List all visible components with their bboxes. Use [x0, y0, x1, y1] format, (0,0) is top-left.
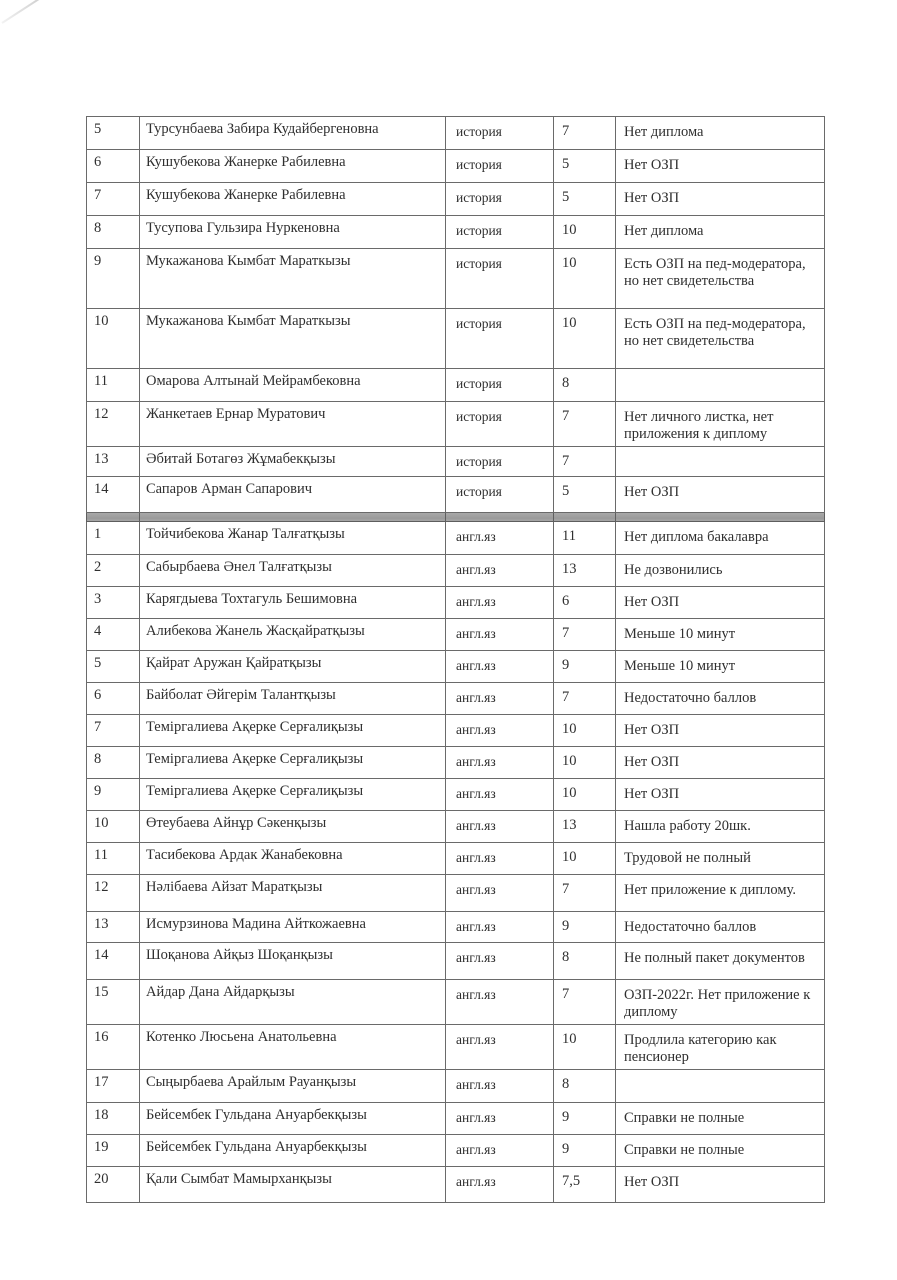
- note-cell: Нет ОЗП: [616, 715, 825, 747]
- row-number-cell: 6: [87, 683, 140, 715]
- score-cell: 7,5: [554, 1167, 616, 1203]
- person-name-cell: Айдар Дана Айдарқызы: [140, 980, 446, 1025]
- score-cell: 10: [554, 715, 616, 747]
- score-cell: 10: [554, 1025, 616, 1070]
- score-cell: 7: [554, 875, 616, 912]
- row-number-cell: 7: [87, 715, 140, 747]
- row-number-cell: 19: [87, 1135, 140, 1167]
- history-section: [87, 117, 825, 513]
- row-number-cell: 12: [87, 875, 140, 912]
- row-number-cell: 14: [87, 477, 140, 513]
- subject-cell: англ.яз: [446, 980, 554, 1025]
- table-row: [87, 1103, 825, 1135]
- person-name-cell: Мукажанова Кымбат Мараткызы: [140, 249, 446, 309]
- score-cell: 8: [554, 943, 616, 980]
- note-cell: [616, 369, 825, 402]
- score-cell: 9: [554, 1103, 616, 1135]
- table-row: [87, 811, 825, 843]
- note-cell: Нет ОЗП: [616, 779, 825, 811]
- person-name-cell: Нәлібаева Айзат Маратқызы: [140, 875, 446, 912]
- note-cell: Есть ОЗП на пед-модератора, но нет свидетельства: [616, 249, 825, 309]
- table-row: [87, 1167, 825, 1203]
- person-name-cell: Теміргалиева Ақерке Серғалиқызы: [140, 779, 446, 811]
- subject-cell: англ.яз: [446, 555, 554, 587]
- table-row: [87, 150, 825, 183]
- table-row: [87, 943, 825, 980]
- table-row: [87, 715, 825, 747]
- subject-cell: англ.яз: [446, 1103, 554, 1135]
- row-number-cell: 9: [87, 249, 140, 309]
- table-row: [87, 980, 825, 1025]
- person-name-cell: Кушубекова Жанерке Рабилевна: [140, 150, 446, 183]
- row-number-cell: 13: [87, 447, 140, 477]
- person-name-cell: Турсунбаева Забира Кудайбергеновна: [140, 117, 446, 150]
- table-row: [87, 309, 825, 369]
- person-name-cell: Мукажанова Кымбат Мараткызы: [140, 309, 446, 369]
- row-number-cell: 11: [87, 369, 140, 402]
- row-number-cell: 13: [87, 912, 140, 943]
- score-cell: 10: [554, 843, 616, 875]
- note-cell: Недостаточно баллов: [616, 683, 825, 715]
- person-name-cell: Исмурзинова Мадина Айткожаевна: [140, 912, 446, 943]
- row-number-cell: 18: [87, 1103, 140, 1135]
- section-separator: [87, 513, 825, 522]
- person-name-cell: Тусупова Гульзира Нуркеновна: [140, 216, 446, 249]
- score-cell: 13: [554, 555, 616, 587]
- row-number-cell: 20: [87, 1167, 140, 1203]
- person-name-cell: Байболат Әйгерім Талантқызы: [140, 683, 446, 715]
- note-cell: [616, 1070, 825, 1103]
- subject-cell: история: [446, 402, 554, 447]
- person-name-cell: Әбитай Ботагөз Жұмабекқызы: [140, 447, 446, 477]
- subject-cell: англ.яз: [446, 1167, 554, 1203]
- row-number-cell: 10: [87, 309, 140, 369]
- person-name-cell: Карягдыева Тохтагуль Бешимовна: [140, 587, 446, 619]
- person-name-cell: Бейсембек Гульдана Ануарбекқызы: [140, 1135, 446, 1167]
- subject-cell: англ.яз: [446, 1070, 554, 1103]
- note-cell: [616, 447, 825, 477]
- score-cell: 7: [554, 683, 616, 715]
- score-cell: 10: [554, 309, 616, 369]
- table-row: [87, 875, 825, 912]
- note-cell: Не дозвонились: [616, 555, 825, 587]
- table-row: [87, 522, 825, 555]
- row-number-cell: 12: [87, 402, 140, 447]
- note-cell: Справки не полные: [616, 1103, 825, 1135]
- subject-cell: англ.яз: [446, 715, 554, 747]
- table-row: [87, 587, 825, 619]
- person-name-cell: Бейсембек Гульдана Ануарбекқызы: [140, 1103, 446, 1135]
- score-cell: 5: [554, 183, 616, 216]
- person-name-cell: Алибекова Жанель Жасқайратқызы: [140, 619, 446, 651]
- note-cell: ОЗП-2022г. Нет приложение к диплому: [616, 980, 825, 1025]
- table-row: [87, 619, 825, 651]
- person-name-cell: Теміргалиева Ақерке Серғалиқызы: [140, 747, 446, 779]
- person-name-cell: Тойчибекова Жанар Талғатқызы: [140, 522, 446, 555]
- note-cell: Нет приложение к диплому.: [616, 875, 825, 912]
- table-row: [87, 1135, 825, 1167]
- score-cell: 13: [554, 811, 616, 843]
- table-row: [87, 477, 825, 513]
- table-row: [87, 651, 825, 683]
- person-name-cell: Тасибекова Ардак Жанабековна: [140, 843, 446, 875]
- table-row: [87, 1025, 825, 1070]
- note-cell: Недостаточно баллов: [616, 912, 825, 943]
- table-row: [87, 447, 825, 477]
- row-number-cell: 4: [87, 619, 140, 651]
- score-cell: 5: [554, 477, 616, 513]
- person-name-cell: Сыңырбаева Арайлым Рауанқызы: [140, 1070, 446, 1103]
- person-name-cell: Қайрат Аружан Қайратқызы: [140, 651, 446, 683]
- row-number-cell: 1: [87, 522, 140, 555]
- person-name-cell: Омарова Алтынай Мейрамбековна: [140, 369, 446, 402]
- row-number-cell: 7: [87, 183, 140, 216]
- subject-cell: англ.яз: [446, 843, 554, 875]
- person-name-cell: Сабырбаева Әнел Талғатқызы: [140, 555, 446, 587]
- note-cell: Нет ОЗП: [616, 747, 825, 779]
- row-number-cell: 15: [87, 980, 140, 1025]
- person-name-cell: Котенко Люсьена Анатольевна: [140, 1025, 446, 1070]
- subject-cell: история: [446, 249, 554, 309]
- score-cell: 7: [554, 980, 616, 1025]
- table-row: [87, 843, 825, 875]
- person-name-cell: Сапаров Арман Сапарович: [140, 477, 446, 513]
- score-cell: 9: [554, 651, 616, 683]
- note-cell: Нет ОЗП: [616, 150, 825, 183]
- note-cell: Нашла работу 20шк.: [616, 811, 825, 843]
- score-cell: 7: [554, 619, 616, 651]
- subject-cell: англ.яз: [446, 522, 554, 555]
- subject-cell: история: [446, 447, 554, 477]
- score-cell: 10: [554, 216, 616, 249]
- row-number-cell: 8: [87, 216, 140, 249]
- note-cell: Нет ОЗП: [616, 477, 825, 513]
- score-cell: 7: [554, 117, 616, 150]
- subject-cell: история: [446, 216, 554, 249]
- score-cell: 7: [554, 447, 616, 477]
- score-cell: 10: [554, 249, 616, 309]
- note-cell: Нет диплома бакалавра: [616, 522, 825, 555]
- score-cell: 5: [554, 150, 616, 183]
- table-row: [87, 779, 825, 811]
- subject-cell: англ.яз: [446, 1025, 554, 1070]
- row-number-cell: 2: [87, 555, 140, 587]
- row-number-cell: 16: [87, 1025, 140, 1070]
- row-number-cell: 6: [87, 150, 140, 183]
- subject-cell: англ.яз: [446, 943, 554, 980]
- subject-cell: англ.яз: [446, 619, 554, 651]
- row-number-cell: 5: [87, 117, 140, 150]
- note-cell: Есть ОЗП на пед-модератора, но нет свидетельства: [616, 309, 825, 369]
- note-cell: Нет диплома: [616, 216, 825, 249]
- row-number-cell: 8: [87, 747, 140, 779]
- note-cell: Не полный пакет документов: [616, 943, 825, 980]
- note-cell: Нет личного листка, нет приложения к диплому: [616, 402, 825, 447]
- subject-cell: англ.яз: [446, 747, 554, 779]
- subject-cell: история: [446, 183, 554, 216]
- separator-row: [87, 513, 825, 522]
- page-corner-mark: [1, 0, 68, 24]
- table-row: [87, 1070, 825, 1103]
- score-cell: 11: [554, 522, 616, 555]
- subject-cell: англ.яз: [446, 912, 554, 943]
- note-cell: Меньше 10 минут: [616, 651, 825, 683]
- note-cell: Нет ОЗП: [616, 587, 825, 619]
- table-row: [87, 402, 825, 447]
- person-name-cell: Өтеубаева Айнұр Сәкенқызы: [140, 811, 446, 843]
- note-cell: Нет ОЗП: [616, 1167, 825, 1203]
- subject-cell: англ.яз: [446, 779, 554, 811]
- note-cell: Справки не полные: [616, 1135, 825, 1167]
- score-cell: 8: [554, 1070, 616, 1103]
- subject-cell: англ.яз: [446, 683, 554, 715]
- subject-cell: история: [446, 369, 554, 402]
- person-name-cell: Қали Сымбат Мамырханқызы: [140, 1167, 446, 1203]
- score-cell: 9: [554, 912, 616, 943]
- subject-cell: история: [446, 150, 554, 183]
- person-name-cell: Теміргалиева Ақерке Серғалиқызы: [140, 715, 446, 747]
- score-cell: 6: [554, 587, 616, 619]
- subject-cell: англ.яз: [446, 651, 554, 683]
- table-row: [87, 683, 825, 715]
- note-cell: Меньше 10 минут: [616, 619, 825, 651]
- row-number-cell: 9: [87, 779, 140, 811]
- subject-cell: англ.яз: [446, 811, 554, 843]
- row-number-cell: 14: [87, 943, 140, 980]
- row-number-cell: 10: [87, 811, 140, 843]
- score-cell: 10: [554, 779, 616, 811]
- table-row: [87, 183, 825, 216]
- note-cell: Продлила категорию как пенсионер: [616, 1025, 825, 1070]
- subject-cell: англ.яз: [446, 1135, 554, 1167]
- table-row: [87, 216, 825, 249]
- note-cell: Трудовой не полный: [616, 843, 825, 875]
- row-number-cell: 3: [87, 587, 140, 619]
- person-name-cell: Жанкетаев Ернар Муратович: [140, 402, 446, 447]
- score-cell: 8: [554, 369, 616, 402]
- row-number-cell: 5: [87, 651, 140, 683]
- score-cell: 9: [554, 1135, 616, 1167]
- person-name-cell: Кушубекова Жанерке Рабилевна: [140, 183, 446, 216]
- table-row: [87, 555, 825, 587]
- subject-cell: история: [446, 117, 554, 150]
- row-number-cell: 11: [87, 843, 140, 875]
- table-row: [87, 747, 825, 779]
- table-row: [87, 369, 825, 402]
- score-cell: 7: [554, 402, 616, 447]
- person-name-cell: Шоқанова Айқыз Шоқанқызы: [140, 943, 446, 980]
- subject-cell: англ.яз: [446, 587, 554, 619]
- english-section: [87, 522, 825, 1203]
- table-row: [87, 249, 825, 309]
- subject-cell: история: [446, 309, 554, 369]
- subject-cell: история: [446, 477, 554, 513]
- candidates-table: [86, 116, 825, 1203]
- table-row: [87, 117, 825, 150]
- note-cell: Нет ОЗП: [616, 183, 825, 216]
- subject-cell: англ.яз: [446, 875, 554, 912]
- score-cell: 10: [554, 747, 616, 779]
- note-cell: Нет диплома: [616, 117, 825, 150]
- table-row: [87, 912, 825, 943]
- row-number-cell: 17: [87, 1070, 140, 1103]
